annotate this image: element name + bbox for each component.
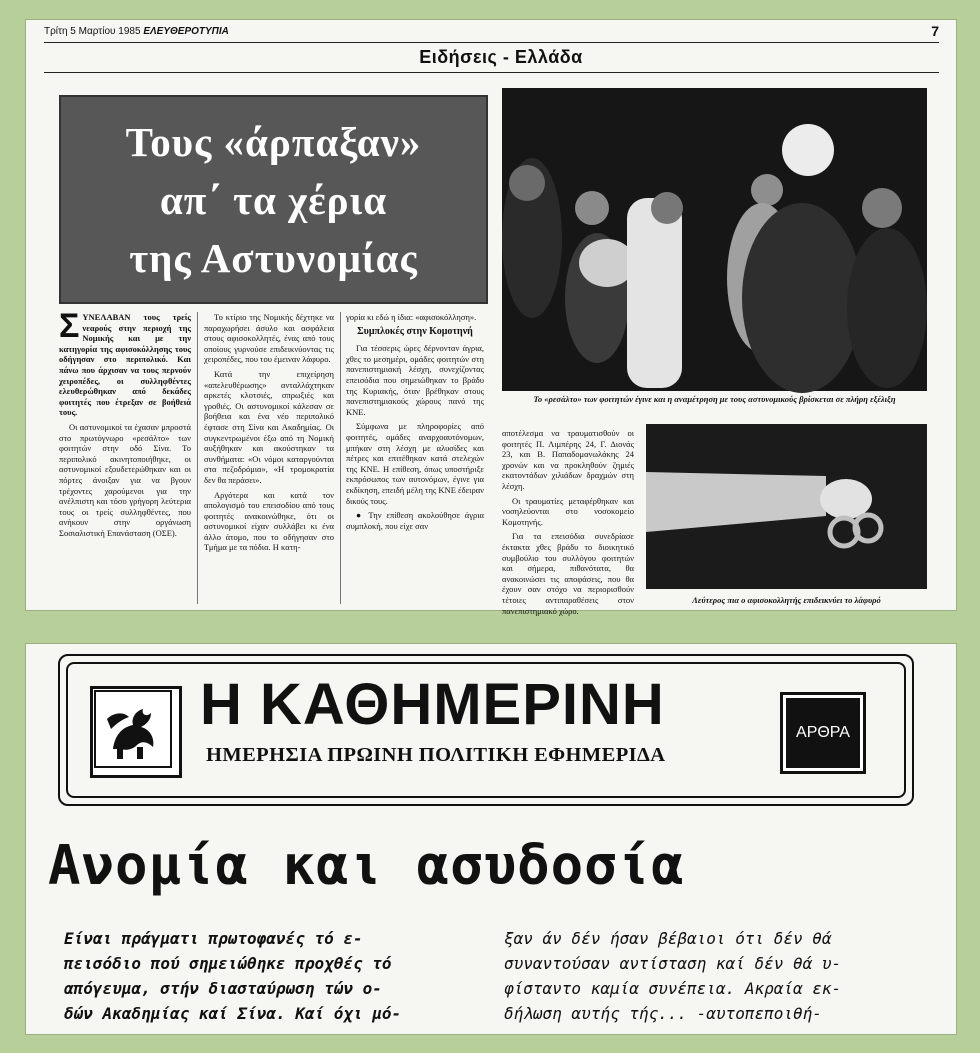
paragraph: Το κτίριο της Νομικής δέχτηκε να παραχωρήσει άσυλο και ασφάλεια στους αφισοκολλητές, ένας από τους οποίους γυρνούσε επιδεικνύοντας τις χειροπέδες, που του έμειναν λάφυρο. <box>204 312 334 365</box>
headline <box>126 113 422 287</box>
headline-line-1: Τους «άρπαξαν» <box>125 118 422 165</box>
newspaper-name: ΕΛΕΥΘΕΡΟΤΥΠΙΑ <box>143 26 229 37</box>
paragraph: γορία κι εδώ η ίδια: «αφισοκόλληση». <box>346 312 477 322</box>
paragraph: Για τα επεισόδια συνεδρίασε έκτακτα χθες βράδυ το διοικητικό συμβούλιο του συλλόγου φοιτητών και σήμερα, πιθανότατα, θα ανακοινώσει τις αποφάσεις, που θα έχουν σαν στόχο να περιορισθούν τέτοιες αντιπαραθέσεις στον πανεπιστημιακό χώρο. <box>502 531 634 616</box>
article-column-2 <box>204 312 334 557</box>
handcuffs-photo-graphic <box>646 424 927 589</box>
newspaper-clipping-eleftherotypia <box>26 20 956 616</box>
article-column-1 <box>59 307 191 542</box>
headline-line-2: απ΄ τα χέρια <box>159 176 388 223</box>
editorial-headline: Ανομία και ασυδοσία <box>48 834 685 897</box>
masthead <box>58 654 914 806</box>
paragraph: Οι αστυνομικοί τα έχασαν μπροστά στο πρωτόγνωρο «ρεσάλτο» των φοιτητών στην οδό Σίνα. Το περιπολικό ακινητοποιήθηκε, οι αστυνομικοί εξουδετερώθηκαν και οι πόρτες άνοιξαν για να βγουν τρέχοντες χαρούμενοι για την ανέλπιστη και τόσο γρήγορη λεύτερια τους οι τρείς συλληφθέντες, που ανήκουν στην οργάνωση Σοσιαλιστική Επανάσταση (ΟΣΕ). <box>59 421 191 538</box>
page-number: 7 <box>931 23 939 39</box>
section-rule <box>44 72 939 73</box>
text-line: δών Ακαδημίας καί Σίνα. Καί όχι μό- <box>64 1004 402 1023</box>
photo-caption-1: Το «ρεσάλτο» των φοιτητών έγινε και η αναμέτρηση με τους αστυνομικούς βρίσκεται σε πλήρη εξέλιξη <box>533 394 896 404</box>
lead-paragraph: ΥΝΕΛΑΒΑΝ τους τρείς νεαρούς στην περιοχή της Νομικής και με την κατηγορία της αφισοκόλλησης τους οδήγησαν στο περιπολικό. Και πάνω που άρχισαν να τους περνούν χειροπέδες, οι συλληφθέντες ελευθερώθηκαν από δεκάδες φοιτητές που έτρεξαν σε βοήθειά τους. <box>59 312 191 418</box>
section-badge: ΑΡΘΡΑ <box>780 692 866 774</box>
text-line: ξαν άν δέν ήσαν βέβαιοι ότι δέν θά <box>504 929 832 948</box>
header-rule <box>44 42 939 43</box>
text-line: πεισόδιο πού σημειώθηκε προχθές τό <box>64 954 392 973</box>
masthead-title: Η ΚΑΘΗΜΕΡΙΝΗ <box>200 672 665 737</box>
newspaper-clipping-kathimerini <box>26 644 956 1034</box>
editorial-column-left <box>64 926 484 1026</box>
subheading: Συμπλοκές στην Κομοτηνή <box>357 325 473 337</box>
dateline: Τρίτη 5 Μαρτίου 1985 <box>44 26 141 37</box>
paragraph: ● Την επίθεση ακολούθησε άγρια συμπλοκή, που είχε σαν <box>346 510 484 531</box>
dropcap: Σ <box>59 307 80 345</box>
text-line: φίσταντο καμία συνέπεια. Ακραία εκ- <box>504 979 842 998</box>
photo-handcuffs <box>646 424 927 589</box>
paragraph: Αργότερα και κατά τον απολογισμό του επεισοδίου από τους φοιτητές ανακοινώθηκε, ότι οι αστυνομικοί είχαν συλλάβει κι ένα άλλο άτομο, που το οδήγησαν στο Τμήμα με τα πόδια. Η κατη- <box>204 489 334 553</box>
column-divider <box>197 312 198 604</box>
photo-protest <box>502 88 927 391</box>
protest-photo-graphic <box>502 88 927 391</box>
editorial-column-right <box>504 926 934 1026</box>
headline-line-3: της Αστυνομίας <box>129 234 418 281</box>
page-header <box>44 23 939 39</box>
text-line: δήλωση αυτής τής... -αυτοπεποιθή- <box>504 1004 822 1023</box>
griffin-logo <box>90 686 182 778</box>
paragraph: Οι τραυματίες μεταφέρθηκαν και νοσηλεύονται στο νοσοκομείο Κομοτηνής. <box>502 495 634 527</box>
paragraph: Σύμφωνα με πληροφορίες από φοιτητές, ομάδες αναρχοαυτόνομων, μπήκαν στη λέσχη με αλυσίδες και πέτρες και επιτέθηκαν κατά στελεχών της ΚΝΕ. Η επίθεση, όπως υποστήριξε εκπρόσωπος των αυτονόμων, έγινε για εκδίκηση, επειδή μέλη της ΚΝΕ έδειραν δικούς τους. <box>346 421 484 506</box>
section-title: Ειδήσεις - Ελλάδα <box>419 47 583 67</box>
paragraph: Κατά την επιχείρηση «απελευθέρωσης» ανταλλάχτηκαν αρκετές κλοτσιές, σπρωξιές και γροθιές. Οι αστυνομικοί κάλεσαν σε βοήθεια και ένα νέο περιπολικό έφτασε στη Σίνα και Ακαδημίας. Οι συγκεντρωμένοι έξω από τη Νομική αυξήθηκαν και ακούστηκαν τα συνθήματα: «Οι νόμοι καταργούνται στα πεζοδρόμια», «Η τρομοκρατία δεν θα περάσει». <box>204 368 334 485</box>
text-line: συναντούσαν αντίσταση καί δέν θά υ- <box>504 954 842 973</box>
article-column-3 <box>346 312 484 535</box>
photo-caption-2: Λεύτερος πια ο αφισοκολλητής επιδεικνύει το λάφυρό <box>692 595 881 605</box>
text-line: απόγευμα, στήν διασταύρωση τών ο- <box>64 979 382 998</box>
masthead-subtitle: ΗΜΕΡΗΣΙΑ ΠΡΩΙΝΗ ΠΟΛΙΤΙΚΗ ΕΦΗΜΕΡΙΔΑ <box>206 744 666 766</box>
griffin-icon <box>93 689 173 769</box>
text-line: Είναι πράγματι πρωτοφανές τό ε- <box>64 929 363 948</box>
paragraph: Για τέσσερις ώρες δέρνονταν άγρια, χθες το μεσημέρι, ομάδες φοιτητών στη πανεπιστημιακή λέσχη, συνεχίζοντας επεισόδια που σημειώθηκαν το βράδυ της Κυριακής, όταν βρέθηκαν στους πανεπιστημιακούς χώρους πανό της ΚΝΕ. <box>346 343 484 417</box>
paragraph: αποτέλεσμα να τραυματισθούν οι φοιτητές Π. Λιμπέρης 24, Γ. Διονάς 23, και Β. Παπαδομανωλάκης 24 χρονών και να προκληθούν ζημιές εκατοντάδων χιλιάδων δραχμών στη λέσχη. <box>502 428 634 491</box>
headline-box <box>59 95 488 304</box>
column-divider <box>340 312 341 604</box>
article-column-4 <box>502 428 634 620</box>
